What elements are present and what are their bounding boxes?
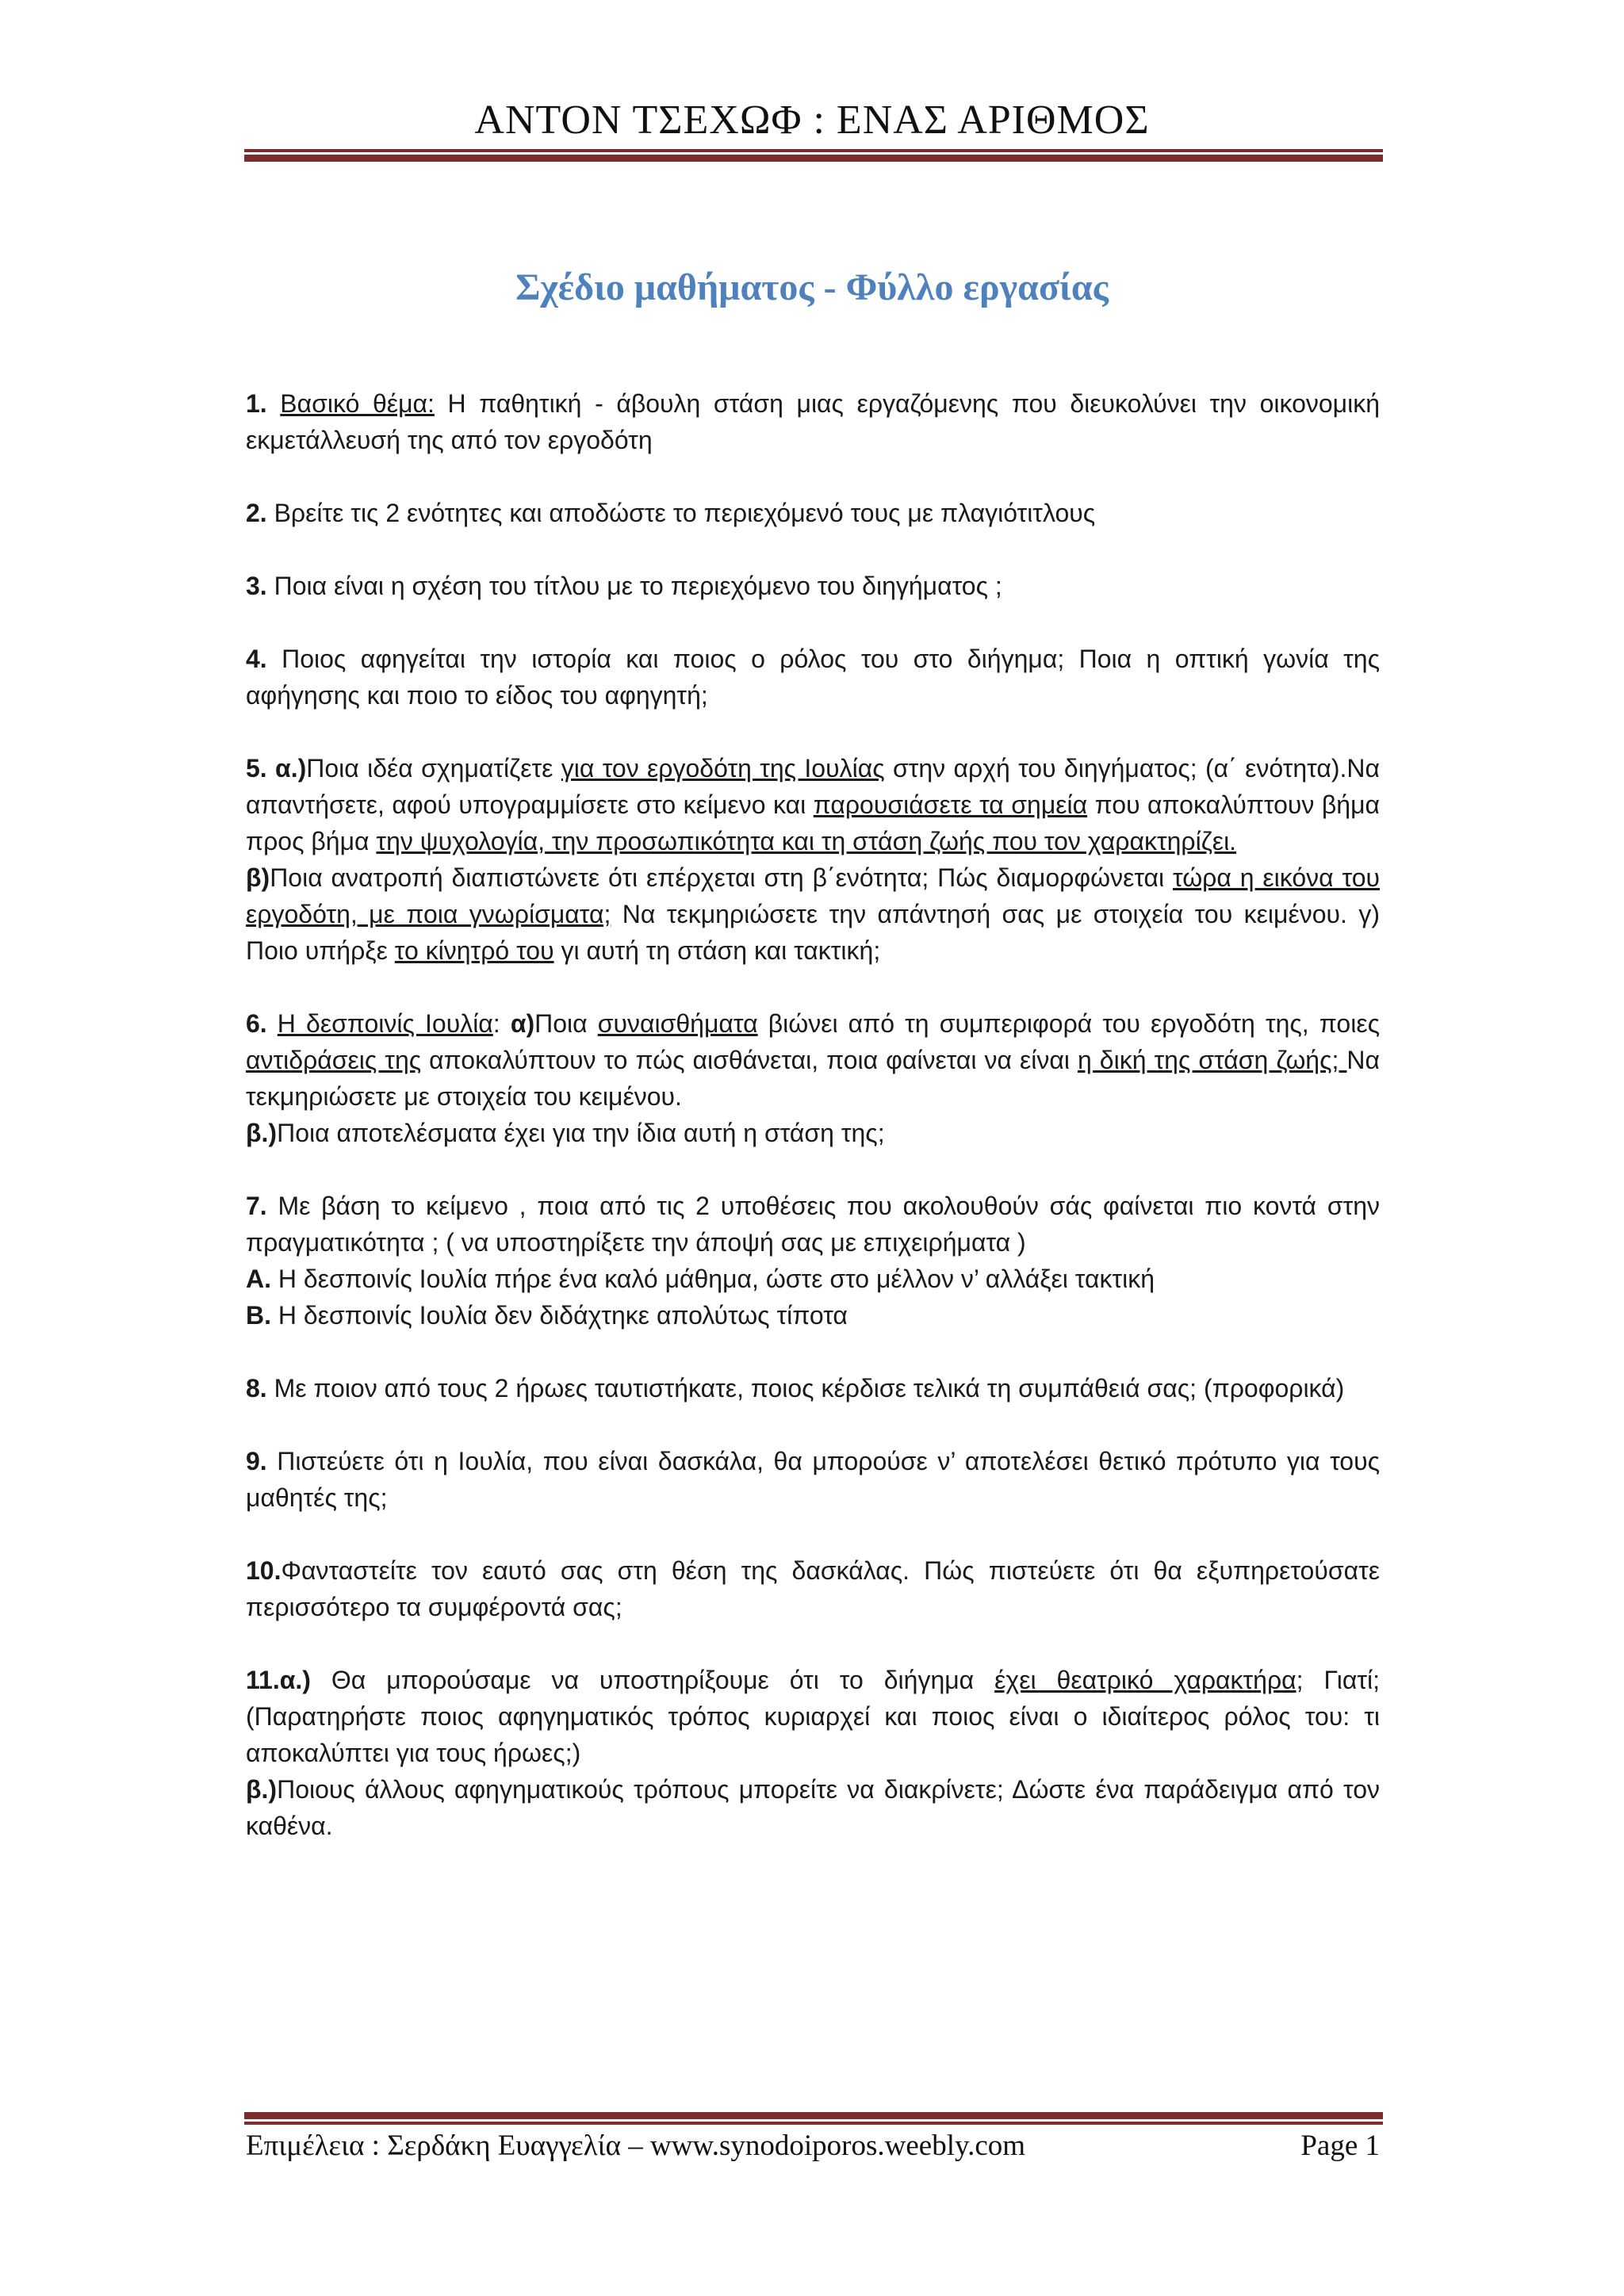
question-3 bbox=[246, 568, 1380, 604]
question-10 bbox=[246, 1552, 1380, 1625]
option-text: Η δεσποινίς Ιουλία δεν διδάχτηκε απολύτως τίποτα bbox=[271, 1301, 848, 1330]
underlined-phrase: συναισθήματα bbox=[597, 1009, 758, 1038]
footer-rule bbox=[244, 2112, 1383, 2125]
question-text: Πιστεύετε ότι η Ιουλία, που είναι δασκάλα, θα μπορούσε ν’ αποτελέσει θετικό πρότυπο για τους μαθητές της; bbox=[246, 1447, 1380, 1512]
underlined-phrase: έχει θεατρικό χαρακτήρα; bbox=[994, 1666, 1304, 1694]
question-number: 1. bbox=[246, 389, 267, 418]
question-9 bbox=[246, 1443, 1380, 1516]
header-rule bbox=[244, 149, 1383, 162]
question-number: 8. bbox=[246, 1374, 267, 1402]
question-5b bbox=[246, 859, 1380, 969]
question-6b bbox=[246, 1115, 1380, 1151]
question-label: Βασικό θέμα: bbox=[280, 389, 435, 418]
underlined-phrase: τώρα η εικόνα του εργοδότη, με ποια γνωρίσματα; bbox=[246, 863, 1381, 928]
question-text: Φανταστείτε τον εαυτό σας στη θέση της δασκάλας. Πώς πιστεύετε ότι θα εξυπηρετούσατε περισσότερο τα συμφέροντά σας; bbox=[246, 1556, 1380, 1621]
question-number: 9. bbox=[246, 1447, 267, 1475]
text-run: Ποια ανατροπή διαπιστώνετε ότι επέρχεται στη β΄ενότητα; Πώς διαμορφώνεται bbox=[270, 863, 1173, 892]
question-text: Με ποιον από τους 2 ήρωες ταυτιστήκατε, ποιος κέρδισε τελικά τη συμπάθειά σας; (προφορικά) bbox=[266, 1374, 1345, 1402]
question-11b bbox=[246, 1771, 1380, 1844]
option-label: Α. bbox=[246, 1265, 271, 1293]
underlined-phrase: η δική της στάση ζωής; bbox=[1078, 1046, 1347, 1074]
document-title: Σχέδιο μαθήματος - Φύλλο εργασίας bbox=[515, 266, 1109, 308]
sub-question-label: β) bbox=[246, 863, 270, 892]
question-text: Με βάση το κείμενο , ποια από τις 2 υποθέσεις που ακολουθούν σάς φαίνεται πιο κοντά στην πραγματικότητα ; ( να υποστηρίξετε την άποψή σας με επιχειρήματα ) bbox=[246, 1192, 1380, 1257]
question-text: Βρείτε τις 2 ενότητες και αποδώστε το περιεχόμενό τους με πλαγιότιτλους bbox=[266, 499, 1096, 527]
text-run: Ποια bbox=[534, 1009, 598, 1038]
question-text: Ποια είναι η σχέση του τίτλου με το περιεχόμενο του διηγήματος ; bbox=[266, 572, 1002, 600]
worksheet-questions bbox=[246, 385, 1380, 1881]
sub-question-label: β.) bbox=[246, 1775, 278, 1804]
text-run: στην αρχή του διηγήματος; (α΄ ενότητα).Να απαντήσετε, αφού υπογραμμίσετε στο κείμενο και bbox=[246, 754, 1381, 819]
text-run: : bbox=[492, 1009, 511, 1038]
question-text: Ποιος αφηγείται την ιστορία και ποιος ο ρόλος του στο διήγημα; Ποια η οπτική γωνία της αφήγησης και ποιο το είδος του αφηγητή; bbox=[246, 645, 1380, 710]
question-1 bbox=[246, 385, 1380, 458]
sub-question-label: α) bbox=[510, 1009, 535, 1038]
question-text: Η παθητική - άβουλη στάση μιας εργαζόμενης που διευκολύνει την οικονομική εκμετάλλευσή της από τον εργοδότη bbox=[246, 389, 1381, 454]
underlined-phrase: για τον εργοδότη της Ιουλίας bbox=[561, 754, 885, 783]
question-7-option-a bbox=[246, 1261, 1380, 1297]
text-run: γι αυτή τη στάση και τακτική; bbox=[553, 936, 881, 965]
underlined-phrase: Η δεσποινίς Ιουλία bbox=[277, 1009, 493, 1038]
text-run: Να τεκμηριώσετε την απάντησή σας με στοιχεία του κειμένου. γ) Ποιο υπήρξε bbox=[246, 900, 1381, 965]
text-run: Ποια ιδέα σχηματίζετε bbox=[306, 754, 561, 783]
text-run: Θα μπορούσαμε να υποστηρίξουμε ότι το διήγημα bbox=[310, 1666, 995, 1694]
text-run: βιώνει από τη συμπεριφορά του εργοδότη της, ποιες bbox=[757, 1009, 1381, 1038]
text-run: που αποκαλύπτουν βήμα προς βήμα bbox=[246, 790, 1381, 855]
sub-question-label: β.) bbox=[246, 1119, 278, 1147]
question-number: 11.α.) bbox=[246, 1666, 311, 1694]
footer-credit: Επιμέλεια : Σερδάκη Ευαγγελία – www.synodoiporos.weebly.com bbox=[246, 2130, 1026, 2162]
underlined-phrase: την ψυχολογία, την προσωπικότητα και τη στάση ζωής που τον χαρακτηρίζει. bbox=[376, 827, 1237, 855]
question-6a bbox=[246, 1005, 1380, 1115]
text-run: Ποιους άλλους αφηγηματικούς τρόπους μπορείτε να διακρίνετε; Δώστε ένα παράδειγμα από τον καθένα. bbox=[246, 1775, 1380, 1840]
question-number: 10. bbox=[246, 1556, 282, 1585]
underlined-phrase: παρουσιάσετε τα σημεία bbox=[813, 790, 1088, 819]
question-5a bbox=[246, 750, 1380, 859]
question-11a bbox=[246, 1662, 1380, 1771]
text-run: αποκαλύπτουν το πώς αισθάνεται, ποια φαίνεται να είναι bbox=[421, 1046, 1078, 1074]
text-run: Να τεκμηριώσετε με στοιχεία του κειμένου. bbox=[246, 1046, 1381, 1111]
underlined-phrase: αντιδράσεις της bbox=[246, 1046, 422, 1074]
page-number: Page 1 bbox=[1300, 2130, 1380, 2162]
question-number: 4. bbox=[246, 645, 267, 673]
question-number: 7. bbox=[246, 1192, 267, 1220]
underlined-phrase: το κίνητρό του bbox=[394, 936, 554, 965]
text-run: Ποια αποτελέσματα έχει για την ίδια αυτή η στάση της; bbox=[277, 1119, 885, 1147]
question-4 bbox=[246, 641, 1380, 714]
question-number: 3. bbox=[246, 572, 267, 600]
question-number: 6. bbox=[246, 1009, 267, 1038]
question-8 bbox=[246, 1370, 1380, 1406]
option-label: Β. bbox=[246, 1301, 271, 1330]
question-7 bbox=[246, 1188, 1380, 1261]
question-number: 5. α.) bbox=[246, 754, 307, 783]
header-title: ΑΝΤΟΝ ΤΣΕΧΩΦ : ΕΝΑΣ ΑΡΙΘΜΟΣ bbox=[474, 98, 1150, 143]
question-number: 2. bbox=[246, 499, 267, 527]
question-2 bbox=[246, 495, 1380, 531]
question-7-option-b bbox=[246, 1297, 1380, 1334]
option-text: Η δεσποινίς Ιουλία πήρε ένα καλό μάθημα, ώστε στο μέλλον ν’ αλλάξει τακτική bbox=[271, 1265, 1155, 1293]
text-run: Γιατί; (Παρατηρήστε ποιος αφηγηματικός τρόπος κυριαρχεί και ποιος είναι ο ιδιαίτερος ρόλος του: τι αποκαλύπτει για τους ήρωες;) bbox=[246, 1666, 1381, 1767]
